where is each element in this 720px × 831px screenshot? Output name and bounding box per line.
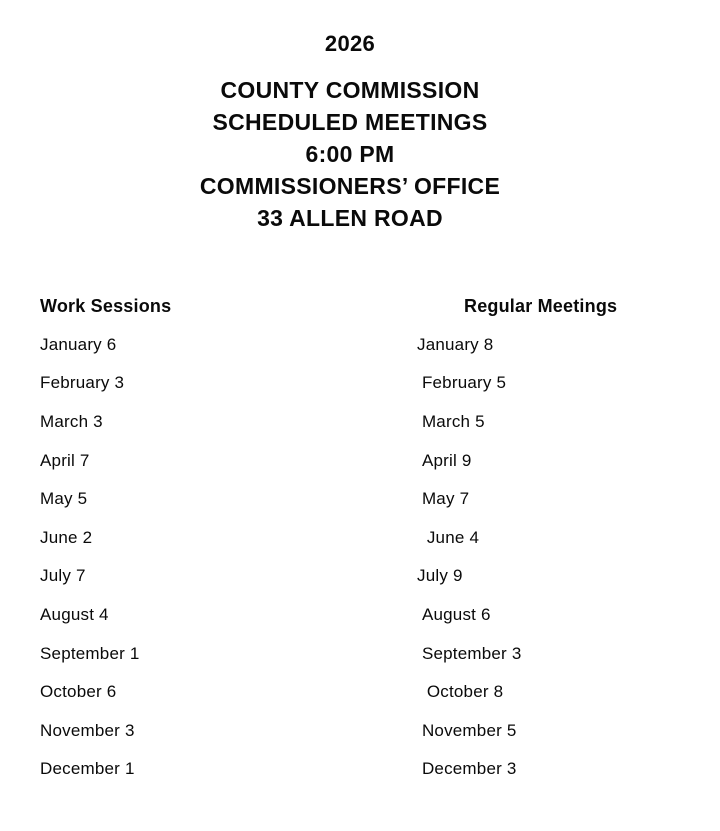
- document-title-block: [40, 0, 660, 234]
- schedule-row-september: [40, 634, 660, 673]
- title-lines: [40, 74, 660, 234]
- meeting-schedule: [40, 287, 660, 789]
- schedule-row-march: [40, 403, 660, 442]
- schedule-row-june: [40, 519, 660, 558]
- year-heading: 2026: [324, 31, 376, 56]
- work-session-date: September 1: [40, 643, 140, 663]
- regular-meeting-date: July 9: [417, 566, 463, 586]
- regular-meeting-date: May 7: [417, 489, 470, 509]
- schedule-row-may: [40, 480, 660, 519]
- regular-meeting-date: August 6: [417, 605, 491, 625]
- title-line-address: 33 ALLEN ROAD: [257, 205, 443, 231]
- regular-meeting-date: April 9: [417, 450, 472, 470]
- work-session-date: December 1: [40, 759, 135, 779]
- regular-meeting-date: February 5: [417, 373, 507, 393]
- title-line-county-commission: COUNTY COMMISSION: [220, 77, 480, 103]
- regular-meeting-date: December 3: [417, 759, 517, 779]
- work-session-date: February 3: [40, 373, 125, 393]
- work-session-date: January 6: [40, 334, 117, 354]
- work-session-date: May 5: [40, 489, 88, 509]
- schedule-row-august: [40, 596, 660, 635]
- work-session-date: October 6: [40, 682, 117, 702]
- work-session-date: November 3: [40, 720, 135, 740]
- regular-meeting-date: November 5: [417, 720, 517, 740]
- regular-meeting-date: October 8: [417, 682, 504, 702]
- regular-meeting-date: March 5: [417, 412, 485, 432]
- work-session-date: August 4: [40, 605, 109, 625]
- title-line-time: 6:00 PM: [305, 141, 395, 167]
- schedule-row-april: [40, 441, 660, 480]
- schedule-row-october: [40, 673, 660, 712]
- schedule-row-february: [40, 364, 660, 403]
- title-line-scheduled-meetings: SCHEDULED MEETINGS: [212, 109, 488, 135]
- regular-meetings-column-header: Regular Meetings: [464, 295, 618, 316]
- schedule-row-november: [40, 712, 660, 751]
- work-session-date: June 2: [40, 527, 93, 547]
- regular-meeting-date: September 3: [417, 643, 522, 663]
- work-session-date: July 7: [40, 566, 86, 586]
- work-sessions-column-header: Work Sessions: [40, 295, 172, 316]
- title-line-location: COMMISSIONERS’ OFFICE: [199, 173, 501, 199]
- schedule-header-row: [40, 287, 660, 326]
- regular-meeting-date: January 8: [417, 334, 494, 354]
- schedule-row-july: [40, 557, 660, 596]
- schedule-row-december: [40, 750, 660, 789]
- schedule-row-january: [40, 326, 660, 365]
- work-session-date: March 3: [40, 412, 103, 432]
- regular-meeting-date: June 4: [417, 527, 480, 547]
- work-session-date: April 7: [40, 450, 90, 470]
